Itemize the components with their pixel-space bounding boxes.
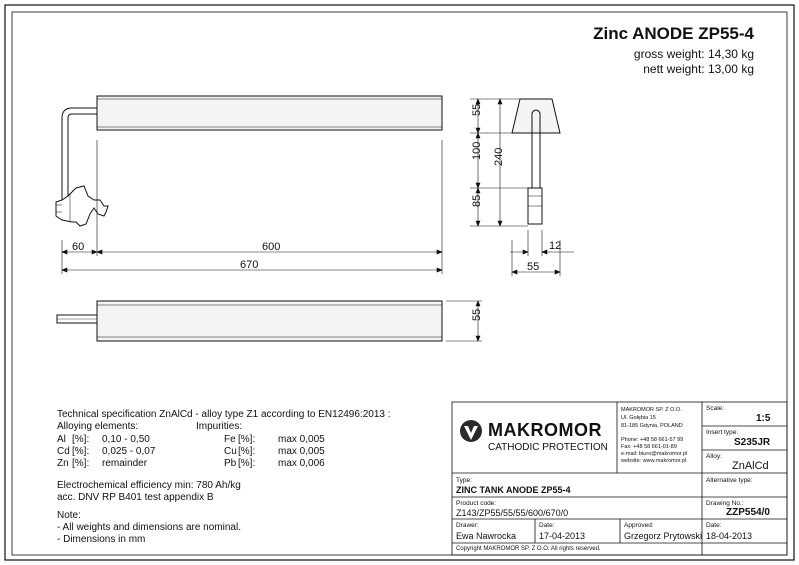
drawing-title: Zinc ANODE ZP55-4 [593, 24, 754, 43]
front-dimension-lines [62, 140, 442, 274]
drawer-label: Drawer: [456, 522, 479, 529]
dim-12: 12 [549, 240, 562, 252]
outer-border [5, 5, 794, 560]
imp-val-cu: max 0,005 [278, 446, 325, 457]
bottom-view [57, 301, 442, 341]
imp-val-fe: max 0,005 [278, 434, 325, 445]
alloy-val-cd: 0,025 - 0,07 [102, 446, 156, 457]
logo-name: MAKROMOR [488, 420, 602, 440]
alloy-unit-cd: [%]: [72, 446, 90, 457]
product-code-value: Z143/ZP55/55/55/600/670/0 [456, 508, 569, 518]
approved-label: Approved: [624, 522, 654, 529]
company-name: MAKROMOR SP. Z O.O. [621, 407, 682, 413]
website: website: www.makromor.pl [621, 458, 687, 464]
logo-subtitle: CATHODIC PROTECTION [488, 442, 608, 453]
alloy-value: ZnAlCd [732, 460, 769, 472]
side-view [512, 99, 560, 224]
scale-label: Scale: [706, 405, 725, 412]
drawing-no-label: Drawing No.: [706, 500, 744, 507]
approved-value: Grzegorz Prytowski [624, 531, 703, 541]
impurities-label: Impurities: [196, 421, 243, 432]
note-heading: Note: [57, 510, 81, 521]
alloy-val-al: 0,10 - 0,50 [102, 434, 150, 445]
dim-55-top: 55 [471, 103, 483, 116]
alloy-el-zn: Zn [57, 458, 69, 469]
alloy-el-al: Al [57, 434, 66, 445]
dim-240: 240 [493, 147, 505, 166]
imp-el-cu: Cu [224, 446, 237, 457]
type-value: ZINC TANK ANODE ZP55-4 [456, 485, 571, 495]
dim-100: 100 [471, 141, 483, 160]
dim-55-bottom: 55 [471, 308, 483, 321]
phone: Phone: +48 58 661-57 99 [621, 437, 684, 443]
alloy-val-zn: remainder [102, 458, 148, 469]
anode-body-front [97, 96, 442, 130]
fax: Fax: +48 58 661-01-89 [621, 444, 677, 450]
note-1: - All weights and dimensions are nominal. [57, 522, 241, 533]
spec-heading: Technical specification ZnAlCd - alloy type Z1 according to EN12496:2013 : [57, 409, 391, 420]
inner-border [12, 12, 787, 555]
clamp [56, 186, 108, 226]
alternative-label: Alternative type: [706, 477, 753, 484]
front-view [56, 96, 442, 226]
address-line-2: 81-185 Gdynia, POLAND [621, 423, 683, 429]
dim-600: 600 [262, 241, 281, 253]
imp-unit-fe: [%]: [238, 434, 256, 445]
anode-body-bottom [97, 301, 442, 341]
dim-670: 670 [240, 259, 259, 271]
efficiency: Electrochemical efficiency min: 780 Ah/kg [57, 480, 241, 491]
date-value-2: 18-04-2013 [706, 531, 753, 541]
imp-el-fe: Fe [224, 434, 236, 445]
dim-60: 60 [72, 241, 85, 253]
date-label-2: Date: [706, 522, 722, 529]
drawer-value: Ewa Nawrocka [456, 531, 517, 541]
scale-value: 1:5 [756, 413, 771, 424]
insert-label: Insert type: [706, 429, 739, 436]
dim-55-width: 55 [527, 261, 540, 273]
dim-85: 85 [471, 194, 483, 207]
insert-value: S235JR [734, 437, 771, 448]
alloy-el-cd: Cd [57, 446, 70, 457]
imp-val-pb: max 0,006 [278, 458, 325, 469]
anode-body-side [512, 99, 560, 133]
note-2: - Dimensions in mm [57, 534, 146, 545]
imp-el-pb: Pb [224, 458, 237, 469]
date-value-1: 17-04-2013 [539, 531, 586, 541]
imp-unit-cu: [%]: [238, 446, 256, 457]
email: e-mail: biuro@makromor.pl [621, 451, 688, 457]
alloy-unit-zn: [%]: [72, 458, 90, 469]
drawing-no-value: ZZP554/0 [726, 507, 770, 518]
copyright: Copyright MAKROMOR SP. Z O.O. All rights reserved. [456, 546, 601, 552]
address-line-1: Ul. Gołębia 15 [621, 415, 656, 421]
alloying-label: Alloying elements: [57, 421, 139, 432]
gross-weight: gross weight: 14,30 kg [633, 47, 754, 61]
makromor-logo-icon [460, 420, 482, 442]
date-label-1: Date: [539, 522, 555, 529]
product-code-label: Product code: [456, 500, 497, 507]
dnv-reference: acc. DNV RP B401 test appendix B [57, 492, 214, 503]
nett-weight: nett weight: 13,00 kg [643, 62, 754, 76]
alloy-unit-al: [%]: [72, 434, 90, 445]
type-label: Type: [456, 477, 472, 484]
alloy-label: Alloy: [706, 453, 722, 460]
imp-unit-pb: [%]: [238, 458, 256, 469]
